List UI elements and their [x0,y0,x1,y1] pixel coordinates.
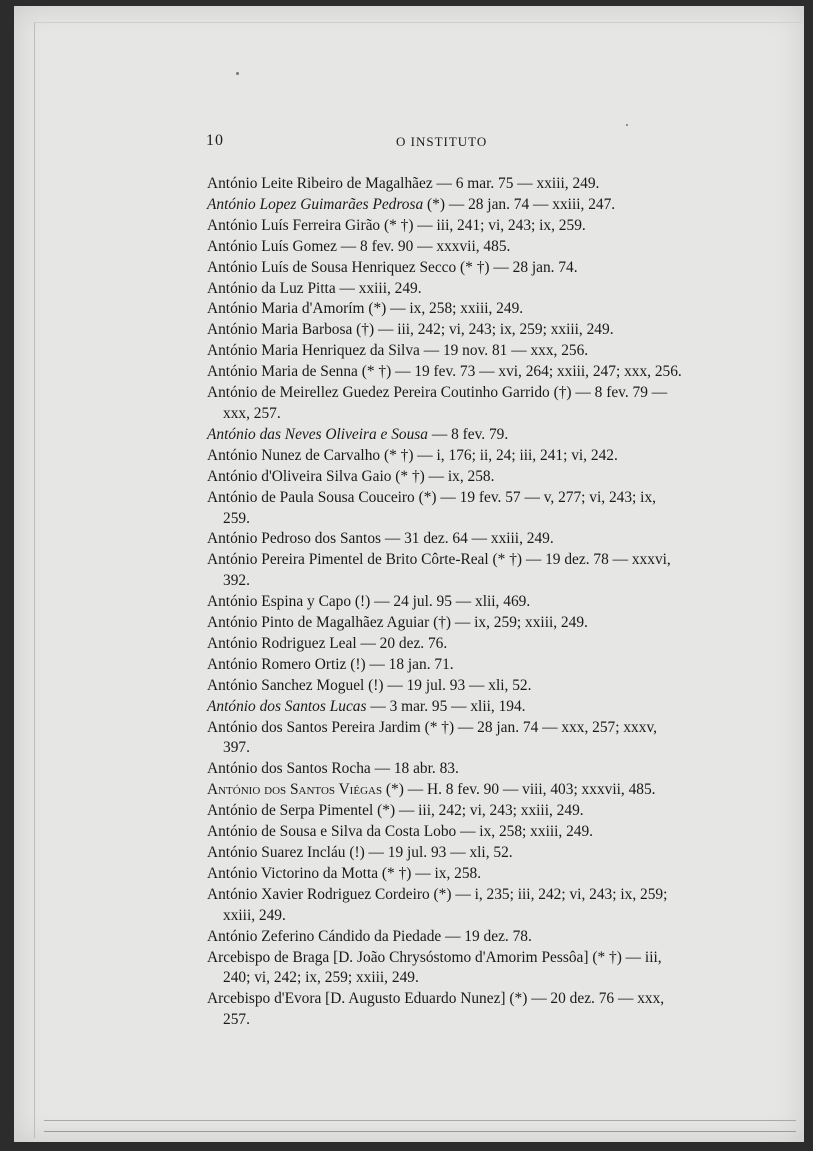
entry-reference: (!) — 18 jan. 71. [346,655,454,673]
entry-name: António da Luz Pitta [207,279,336,297]
index-entry [207,655,682,676]
entry-name: António Pinto de Magalhãez Aguiar [207,614,430,632]
entry-name: António Suarez Incláu [207,844,346,861]
index-entry [207,550,682,592]
entry-reference: — 8 fev. 90 — xxxvii, 485. [336,237,511,255]
entry-name: António Rodriguez Leal [207,634,357,652]
entry-name: António Espina y Capo [207,593,352,611]
entry-name: António Maria d'Amorím [207,300,365,318]
entry-name: António Maria Barbosa [207,321,353,339]
index-entries [207,174,682,1031]
entry-reference: (*) — iii, 242; vi, 243; xxiii, 249. [373,802,584,820]
entry-reference: — 6 mar. 75 — xxiii, 249. [432,175,600,192]
index-entry [207,822,682,843]
entry-name: António Victorino da Motta [207,864,379,882]
entry-reference: (* †) — iii, 240; vi, 242; ix, 259; xxiii, 249. [223,948,662,987]
index-entry [207,989,682,1031]
entry-reference: (* †) — 19 fev. 73 — xvi, 264; xxiii, 247; xxx, 256. [357,363,682,381]
entry-reference: (†) — ix, 259; xxiii, 249. [429,614,588,632]
entry-name: António de Meirellez Guedez Pereira Coutinho Garrido [207,384,550,402]
entry-reference: (!) — 19 jul. 93 — xli, 52. [345,844,513,861]
entry-name: António Luís Ferreira Girão [207,216,381,234]
entry-name: António dos Santos Rocha [207,760,371,778]
entry-reference: (!) — 19 jul. 93 — xli, 52. [364,676,532,694]
index-entry [207,529,682,550]
running-title: O INSTITUTO [396,134,488,149]
entry-name: António Sanchez Moguel [207,676,365,694]
index-entry [207,279,682,300]
index-entry [207,299,682,320]
entry-reference: — 31 dez. 64 — xxiii, 249. [381,530,554,548]
entry-reference: (*) — 19 fev. 57 — v, 277; vi, 243; ix, 259. [223,488,656,527]
entry-name: António Pedroso dos Santos [207,530,382,548]
index-entry [207,362,682,383]
index-entry [207,885,682,927]
entry-reference: (* †) — 28 jan. 74 — xxx, 257; xxxv, 397. [223,718,657,757]
entry-name: António Luís de Sousa Henriquez Secco [207,258,457,276]
entry-name: António dos Santos Lucas [207,697,367,715]
index-entry [207,927,682,948]
page-header [206,132,686,152]
entry-name: António dos Santos Viégas [207,781,383,799]
index-entry [207,634,682,655]
entry-reference: — 20 dez. 76. [356,634,448,652]
entry-reference: — xxiii, 249. [335,279,422,297]
page-number: 10 [206,132,224,149]
entry-reference: (* †) — 28 jan. 74. [456,258,578,276]
entry-name: António Nunez de Carvalho [207,446,381,464]
index-entry [207,446,682,467]
index-entry [207,718,682,760]
entry-reference: — 3 mar. 95 — xlii, 194. [366,697,526,715]
entry-name: António d'Oliveira Silva Gaio [207,467,392,485]
index-entry [207,676,682,697]
paper-speck [626,124,628,126]
page-bottom-edge [44,1120,796,1132]
entry-name: António Xavier Rodriguez Cordeiro [207,885,430,903]
entry-reference: — ix, 258; xxiii, 249. [456,823,594,841]
index-entry [207,467,682,488]
entry-name: António Maria Henriquez da Silva [207,342,420,360]
entry-name: António Pereira Pimentel de Brito Côrte-Real [207,551,489,569]
entry-reference: (†) — 8 fev. 79 — xxx, 257. [223,384,668,422]
entry-name: António de Sousa e Silva da Costa Lobo [207,823,457,841]
index-entry [207,864,682,885]
index-entry [207,425,682,446]
entry-name: António Zeferino Cándido da Piedade [207,927,442,945]
entry-reference: (* †) — ix, 258. [378,864,482,882]
index-entry [207,195,682,216]
index-entry [207,843,682,864]
index-entry [207,759,682,780]
index-entry [207,613,682,634]
entry-reference: (* †) — 19 dez. 78 — xxxvi, 392. [223,551,671,590]
entry-name: Arcebispo de Braga [D. João Chrysóstomo d'Amorim Pessôa] [207,948,589,966]
entry-name: Arcebispo d'Evora [D. Augusto Eduardo Nunez] [207,990,506,1008]
index-entry [207,780,682,801]
entry-reference: (* †) — iii, 241; vi, 243; ix, 259. [380,216,586,234]
entry-name: António de Paula Sousa Couceiro [207,488,415,506]
index-entry [207,258,682,279]
entry-reference: (*) — 20 dez. 76 — xxx, 257. [223,990,665,1029]
index-entry [207,320,682,341]
entry-name: António dos Santos Pereira Jardim [207,718,421,736]
entry-name: António das Neves Oliveira e Sousa [207,425,428,443]
entry-reference: (*) — 28 jan. 74 — xxiii, 247. [423,195,616,213]
index-entry [207,383,682,425]
index-entry [207,216,682,237]
entry-name: António Luís Gomez [207,237,337,255]
entry-reference: — 8 fev. 79. [428,425,509,443]
index-entry [207,237,682,258]
entry-reference: (* †) — i, 176; ii, 24; iii, 241; vi, 242. [380,446,618,464]
entry-name: António Lopez Guimarães Pedrosa [207,195,424,213]
index-entry [207,174,682,195]
index-entry [207,341,682,362]
entry-name: António Romero Ortiz [207,655,347,673]
entry-reference: (* †) — ix, 258. [391,467,495,485]
index-entry [207,948,682,990]
entry-reference: — 19 nov. 81 — xxx, 256. [419,342,589,360]
index-entry [207,488,682,530]
entry-name: António Maria de Senna [207,363,358,381]
entry-name: António de Serpa Pimentel [207,802,374,820]
paper-speck [236,72,239,75]
entry-reference: (!) — 24 jul. 95 — xlii, 469. [351,593,531,611]
index-entry [207,697,682,718]
index-entry [207,592,682,613]
entry-reference: (†) — iii, 242; vi, 243; ix, 259; xxiii, 249. [352,321,614,339]
entry-reference: — 18 abr. 83. [370,760,459,778]
entry-name: António Leite Ribeiro de Magalhãez [207,175,433,192]
entry-reference: (*) — ix, 258; xxiii, 249. [364,300,524,318]
entry-reference: (*) — i, 235; iii, 242; vi, 243; ix, 259; xxiii, 249. [223,885,668,924]
entry-reference: — 19 dez. 78. [441,927,532,945]
entry-reference: (*) — H. 8 fev. 90 — viii, 403; xxxvii, 485. [382,781,656,799]
index-entry [207,801,682,822]
